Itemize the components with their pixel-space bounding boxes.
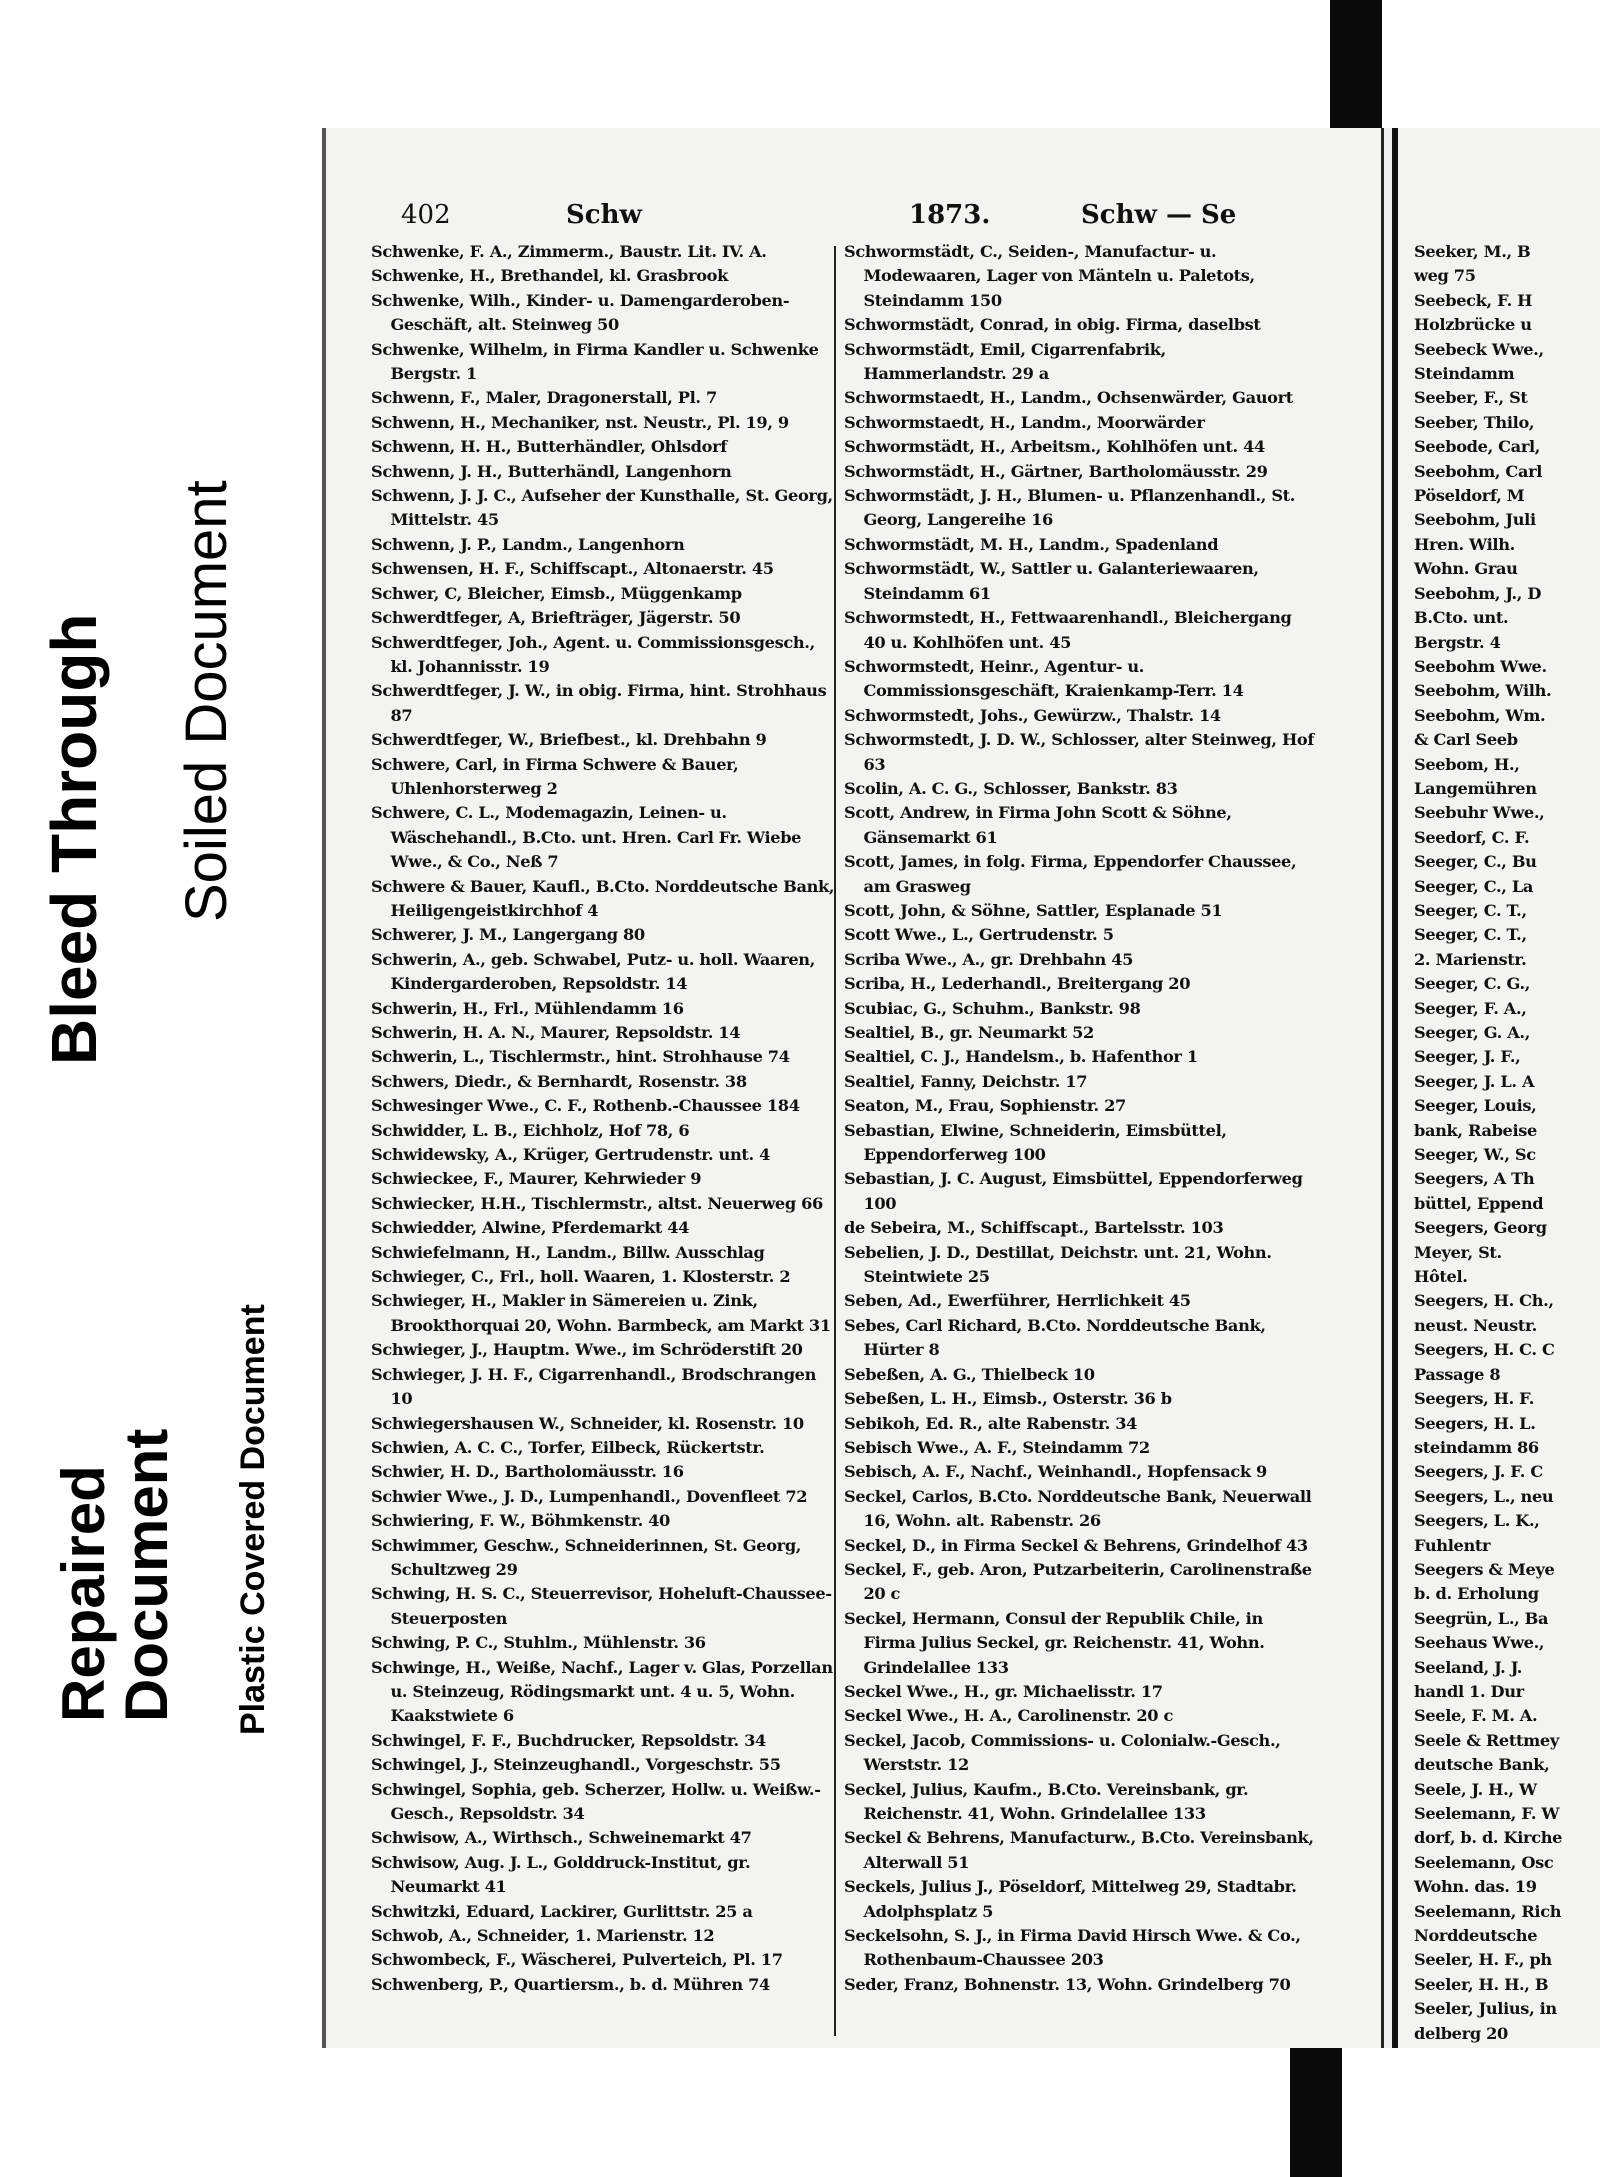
directory-entry: Schwenn, H. H., Butterhändler, Ohlsdorf — [371, 437, 727, 457]
directory-entry: Schwerdtfeger, A, Briefträger, Jägerstr. 50 — [371, 608, 741, 628]
directory-entry: Seeger, C. T., — [1414, 925, 1527, 945]
directory-entry: Seegers, L. K., — [1414, 1511, 1540, 1531]
directory-entry: Hôtel. — [1414, 1267, 1468, 1287]
directory-entry: Sebeßen, A. G., Thielbeck 10 — [844, 1364, 1095, 1384]
directory-entry: Sebeßen, L. H., Eimsb., Osterstr. 36 b — [844, 1389, 1172, 1409]
directory-entry: Seben, Ad., Ewerführer, Herrlichkeit 45 — [844, 1291, 1191, 1311]
directory-entry: Seebeck Wwe., — [1414, 339, 1544, 359]
directory-entry: Schwinge, H., Weiße, Nachf., Lager v. Glas, Porzellan u. Steinzeug, Rödingsmarkt unt. 4 u. 5, Wohn. Kaakstwiete 6 — [371, 1657, 833, 1726]
directory-entry: Schwormstädt, W., Sattler u. Galanteriewaaren, Steindamm 61 — [844, 559, 1259, 603]
directory-entry: Seaton, M., Frau, Sophienstr. 27 — [844, 1096, 1126, 1116]
directory-entry: Schwieger, J., Hauptm. Wwe., im Schröderstift 20 — [371, 1340, 803, 1360]
directory-entry: Seebuhr Wwe., — [1414, 803, 1545, 823]
directory-entry: Seele, J. H., W — [1414, 1779, 1537, 1799]
directory-entry: Seegers, H. Ch., — [1414, 1291, 1554, 1311]
directory-entry: Langemühren — [1414, 778, 1537, 798]
directory-entry: Schwisow, A., Wirthsch., Schweinemarkt 47 — [371, 1828, 752, 1848]
directory-entry: Scolin, A. C. G., Schlosser, Bankstr. 83 — [844, 778, 1178, 798]
directory-entry: Seebohm, Juli — [1414, 510, 1536, 530]
directory-entry: Schwers, Diedr., & Bernhardt, Rosenstr. 38 — [371, 1071, 747, 1091]
directory-entry: Schwormstädt, H., Arbeitsm., Kohlhöfen unt. 44 — [844, 437, 1265, 457]
directory-entry: Schwere, C. L., Modemagazin, Leinen- u. Wäschehandl., B.Cto. unt. Hren. Carl Fr. Wiebe Wwe., & Co., Neß 7 — [371, 803, 802, 872]
directory-entry: Schwenke, Wilhelm, in Firma Kandler u. Schwenke Bergstr. 1 — [371, 339, 819, 384]
directory-entry: Schwob, A., Schneider, 1. Marienstr. 12 — [371, 1926, 715, 1946]
middle-column — [844, 240, 1314, 1997]
directory-entry: Seeger, C., La — [1414, 876, 1534, 896]
directory-entry: Schwerin, H. A. N., Maurer, Repsoldstr. 14 — [371, 1023, 741, 1042]
directory-entry: Scriba Wwe., A., gr. Drehbahn 45 — [844, 949, 1134, 969]
directory-entry: Seckel Wwe., H. A., Carolinenstr. 20 c — [844, 1706, 1173, 1726]
directory-entry: b. d. Erholung — [1414, 1584, 1539, 1604]
directory-entry: Schwormstaedt, H., Landm., Ochsenwärder, Gauort — [844, 388, 1293, 408]
directory-entry: neust. Neustr. — [1414, 1315, 1537, 1335]
directory-entry: Seeger, J. L. A — [1414, 1071, 1535, 1091]
header-right-key: Schw — Se — [1081, 200, 1237, 230]
directory-entry: Schwormstedt, J. D. W., Schlosser, alter Steinweg, Hof 63 — [844, 730, 1314, 774]
directory-entry: delberg 20 — [1414, 2023, 1508, 2043]
directory-entry: Seckel Wwe., H., gr. Michaelisstr. 17 — [844, 1681, 1163, 1701]
header-left-key: Schw — [566, 200, 642, 230]
directory-entry: Sebastian, Elwine, Schneiderin, Eimsbüttel, Eppendorferweg 100 — [844, 1120, 1227, 1165]
directory-entry: Schwenberg, P., Quartiersm., b. d. Mühren 74 — [371, 1974, 770, 1994]
directory-entry: Seeger, C., Bu — [1414, 852, 1537, 872]
directory-entry: Sebikoh, Ed. R., alte Rabenstr. 34 — [844, 1413, 1138, 1433]
directory-entry: Schwieckee, F., Maurer, Kehrwieder 9 — [371, 1169, 702, 1189]
directory-entry: Seeger, F. A., — [1414, 998, 1527, 1018]
directory-entry: Seckel, Jacob, Commissions- u. Colonialw.-Gesch., Werststr. 12 — [844, 1730, 1281, 1775]
directory-entry: Schwing, P. C., Stuhlm., Mühlenstr. 36 — [371, 1633, 706, 1653]
directory-entry: B.Cto. unt. — [1414, 608, 1509, 628]
directory-entry: Schwormstädt, M. H., Landm., Spadenland — [844, 534, 1219, 554]
directory-entry: Schwormstädt, J. H., Blumen- u. Pflanzenhandl., St. Georg, Langereihe 16 — [844, 486, 1296, 530]
directory-entry: Seelemann, Rich — [1414, 1901, 1562, 1921]
directory-entry: Scriba, H., Lederhandl., Breitergang 20 — [844, 974, 1191, 994]
directory-entry: Seebode, Carl, — [1414, 437, 1541, 457]
directory-entry: Schwere, Carl, in Firma Schwere & Bauer, Uhlenhorsterweg 2 — [371, 754, 739, 798]
directory-entry: weg 75 — [1414, 266, 1476, 286]
directory-entry: Seelemann, Osc — [1414, 1852, 1554, 1872]
directory-entry: Sealtiel, Fanny, Deichstr. 17 — [844, 1071, 1088, 1091]
directory-entry: Sealtiel, B., gr. Neumarkt 52 — [844, 1023, 1094, 1042]
directory-entry: Seeler, H. H., B — [1414, 1974, 1549, 1994]
directory-entry: Sealtiel, C. J., Handelsm., b. Hafenthor 1 — [844, 1047, 1198, 1067]
left-column — [371, 240, 841, 1997]
directory-entry: Scott Wwe., L., Gertrudenstr. 5 — [844, 925, 1114, 945]
directory-entry: handl 1. Dur — [1414, 1681, 1524, 1701]
directory-entry: Seeger, G. A., — [1414, 1023, 1530, 1042]
label-plastic-covered-document: Plastic Covered Document — [234, 1304, 272, 1735]
directory-entry: Schwingel, F. F., Buchdrucker, Repsoldstr. 34 — [371, 1730, 766, 1750]
directory-entry: Seehaus Wwe., — [1414, 1633, 1545, 1653]
directory-entry: Schwimmer, Geschw., Schneiderinnen, St. Georg, Schultzweg 29 — [371, 1535, 802, 1579]
directory-entry: Schwenn, J. H., Butterhändl, Langenhorn — [371, 461, 732, 481]
directory-entry: Seebeck, F. H — [1414, 290, 1533, 310]
directory-entry: Seegers, H. F. — [1414, 1389, 1534, 1409]
directory-entry: Schwormstädt, C., Seiden-, Manufactur- u. Modewaaren, Lager von Mänteln u. Paletots, Steindamm 150 — [844, 242, 1255, 310]
directory-entry: Seeber, Thilo, — [1414, 412, 1535, 432]
directory-entry: Schwidder, L. B., Eichholz, Hof 78, 6 — [371, 1120, 690, 1140]
directory-entry: Schwiedder, Alwine, Pferdemarkt 44 — [371, 1218, 690, 1238]
directory-entry: Wohn. Grau — [1414, 559, 1518, 579]
directory-entry: Seedorf, C. F. — [1414, 827, 1530, 847]
directory-entry: Schwerin, A., geb. Schwabel, Putz- u. holl. Waaren, Kindergarderoben, Repsoldstr. 14 — [371, 949, 815, 994]
directory-entry: Sebastian, J. C. August, Eimsbüttel, Eppendorferweg 100 — [844, 1169, 1303, 1213]
directory-entry: Seelemann, F. W — [1414, 1804, 1560, 1823]
directory-entry: Meyer, St. — [1414, 1242, 1502, 1262]
directory-entry: Schwormstaedt, H., Landm., Moorwärder — [844, 412, 1205, 432]
directory-entry: 2. Marienstr. — [1414, 949, 1527, 969]
directory-entry: Seebohm Wwe. — [1414, 656, 1547, 676]
directory-entry: Passage 8 — [1414, 1364, 1501, 1384]
right-column — [1414, 240, 1600, 2046]
directory-entry: Seckels, Julius J., Pöseldorf, Mittelweg 29, Stadtabr. Adolphsplatz 5 — [844, 1877, 1297, 1921]
directory-entry: Seckel, D., in Firma Seckel & Behrens, Grindelhof 43 — [844, 1535, 1308, 1555]
directory-entry: Schwiefelmann, H., Landm., Billw. Ausschlag — [371, 1242, 765, 1262]
scanned-page-spread — [322, 128, 1600, 2048]
directory-entry: bank, Rabeise — [1414, 1120, 1538, 1140]
directory-entry: Steindamm — [1414, 364, 1515, 384]
directory-entry: Schwenn, J. P., Landm., Langenhorn — [371, 534, 685, 554]
directory-entry: Seebohm, Wm. — [1414, 705, 1546, 725]
directory-entry: Seckelsohn, S. J., in Firma David Hirsch Wwe. & Co., Rothenbaum-Chaussee 203 — [844, 1926, 1301, 1970]
directory-entry: Schwormstädt, Conrad, in obig. Firma, daselbst — [844, 315, 1261, 335]
directory-entry: Seeger, W., Sc — [1414, 1145, 1536, 1165]
directory-entry: Seele, F. M. A. — [1414, 1706, 1538, 1726]
directory-entry: Hren. Wilh. — [1414, 534, 1515, 554]
document-condition-labels — [0, 0, 330, 2177]
directory-entry: Seckel, Hermann, Consul der Republik Chile, in Firma Julius Seckel, gr. Reichenstr. 41, Wohn. Grindelallee 133 — [844, 1608, 1265, 1677]
directory-entry: Bergstr. 4 — [1414, 632, 1501, 652]
directory-entry: Schwenke, H., Brethandel, kl. Grasbrook — [371, 266, 728, 286]
directory-entry: Seegers, L., neu — [1414, 1486, 1554, 1506]
directory-entry: Seebohm, Wilh. — [1414, 681, 1552, 701]
directory-entry: Schwien, A. C. C., Torfer, Eilbeck, Rückertstr. — [371, 1437, 765, 1457]
directory-entry: Seeker, M., B — [1414, 242, 1531, 261]
directory-entry: dorf, b. d. Kirche — [1414, 1828, 1563, 1848]
binding-bar-bottom — [1290, 2048, 1342, 2177]
directory-entry: Seeland, J. J. — [1414, 1657, 1523, 1677]
directory-entry: Sebisch, A. F., Nachf., Weinhandl., Hopfensack 9 — [844, 1462, 1267, 1482]
directory-entry: Schwere & Bauer, Kaufl., B.Cto. Norddeutsche Bank, Heiligengeistkirchhof 4 — [371, 876, 835, 920]
directory-entry: Schwisow, Aug. J. L., Golddruck-Institut, gr. Neumarkt 41 — [371, 1852, 751, 1897]
directory-entry: Holzbrücke u — [1414, 315, 1532, 335]
directory-entry: Schwenn, J. J. C., Aufseher der Kunsthalle, St. Georg, Mittelstr. 45 — [371, 486, 833, 530]
directory-entry: Sebelien, J. D., Destillat, Deichstr. unt. 21, Wohn. Steintwiete 25 — [844, 1242, 1272, 1287]
directory-entry: Fuhlentr — [1414, 1535, 1491, 1555]
directory-entry: Schwier, H. D., Bartholomäusstr. 16 — [371, 1462, 684, 1482]
directory-entry: Seegers, J. F. C — [1414, 1462, 1543, 1482]
directory-entry: Schwidewsky, A., Krüger, Gertrudenstr. unt. 4 — [371, 1145, 770, 1165]
directory-entry: Sebes, Carl Richard, B.Cto. Norddeutsche Bank, Hürter 8 — [844, 1315, 1266, 1360]
directory-entry: Schwenke, F. A., Zimmerm., Baustr. Lit. IV. A. — [371, 242, 767, 261]
directory-entry: Schwingel, J., Steinzeughandl., Vorgeschstr. 55 — [371, 1755, 781, 1775]
directory-entry: Schwieger, H., Makler in Sämereien u. Zink, Brookthorquai 20, Wohn. Barmbeck, am Markt 31 — [371, 1291, 831, 1335]
directory-entry: Schwerdtfeger, Joh., Agent. u. Commissionsgesch., kl. Johannisstr. 19 — [371, 632, 815, 676]
directory-entry: Schwingel, Sophia, geb. Scherzer, Hollw. u. Weißw.-Gesch., Repsoldstr. 34 — [371, 1779, 821, 1823]
directory-entry: Schwiecker, H.H., Tischlermstr., altst. Neuerweg 66 — [371, 1193, 823, 1213]
directory-entry: Seebom, H., — [1414, 754, 1520, 774]
directory-entry: Schwenn, F., Maler, Dragonerstall, Pl. 7 — [371, 388, 717, 408]
directory-entry: Wohn. das. 19 — [1414, 1877, 1537, 1897]
page-number: 402 — [401, 200, 451, 230]
directory-entry: Scott, James, in folg. Firma, Eppendorfer Chaussee, am Grasweg — [844, 852, 1297, 896]
directory-entry: Seebohm, Carl — [1414, 461, 1543, 481]
directory-entry: Scott, Andrew, in Firma John Scott & Söhne, Gänsemarkt 61 — [844, 803, 1232, 847]
directory-entry: büttel, Eppend — [1414, 1193, 1544, 1213]
directory-entry: Schwerer, J. M., Langergang 80 — [371, 925, 645, 945]
header-year: 1873. — [909, 200, 991, 230]
directory-entry: Seegers & Meye — [1414, 1559, 1555, 1579]
directory-page — [326, 128, 1384, 2048]
directory-entry: Schwing, H. S. C., Steuerrevisor, Hoheluft-Chaussee-Steuerposten — [371, 1584, 832, 1628]
directory-entry: Schwerin, L., Tischlermstr., hint. Strohhause 74 — [371, 1047, 790, 1067]
directory-entry: Schwormstedt, H., Fettwaarenhandl., Bleichergang 40 u. Kohlhöfen unt. 45 — [844, 608, 1292, 652]
directory-entry: Seeler, H. F., ph — [1414, 1950, 1552, 1970]
label-repaired-document: Repaired Document — [50, 1428, 180, 1722]
directory-entry: Pöseldorf, M — [1414, 486, 1525, 506]
directory-entry: Seckel & Behrens, Manufacturw., B.Cto. Vereinsbank, Alterwall 51 — [844, 1828, 1314, 1872]
directory-entry: Schwieger, C., Frl., holl. Waaren, 1. Klosterstr. 2 — [371, 1267, 791, 1287]
directory-entry: Schwiering, F. W., Böhmkenstr. 40 — [371, 1511, 670, 1531]
directory-entry: Seckel, Carlos, B.Cto. Norddeutsche Bank, Neuerwall 16, Wohn. alt. Rabenstr. 26 — [844, 1486, 1312, 1531]
directory-entry: Seeger, C. G., — [1414, 974, 1531, 994]
directory-entry: Seeler, Julius, in — [1414, 1999, 1557, 2019]
label-bleed-through: Bleed Through — [38, 613, 110, 1065]
directory-entry: Seeger, Louis, — [1414, 1096, 1537, 1116]
directory-entry: Schwer, C, Bleicher, Eimsb., Müggenkamp — [371, 583, 742, 603]
column-divider — [834, 246, 836, 2036]
running-header — [401, 200, 1351, 240]
directory-entry: Sebisch Wwe., A. F., Steindamm 72 — [844, 1437, 1150, 1457]
directory-entry: Seele & Rettmey — [1414, 1730, 1559, 1750]
directory-entry: Schwormstedt, Johs., Gewürzw., Thalstr. 14 — [844, 705, 1221, 725]
directory-entry: Schwier Wwe., J. D., Lumpenhandl., Dovenfleet 72 — [371, 1486, 808, 1506]
directory-entry: steindamm 86 — [1414, 1437, 1539, 1457]
directory-entry: Schwormstedt, Heinr., Agentur- u. Commissionsgeschäft, Kraienkamp-Terr. 14 — [844, 656, 1244, 701]
directory-entry: Schwenn, H., Mechaniker, nst. Neustr., Pl. 19, 9 — [371, 412, 789, 432]
directory-entry: Seeger, C. T., — [1414, 900, 1527, 920]
directory-entry: Seebohm, J., D — [1414, 583, 1542, 603]
directory-entry: Schwormstädt, Emil, Cigarrenfabrik, Hammerlandstr. 29 a — [844, 339, 1166, 384]
directory-entry: deutsche Bank, — [1414, 1755, 1550, 1775]
directory-entry: Schwombeck, F., Wäscherei, Pulverteich, Pl. 17 — [371, 1950, 783, 1970]
directory-entry: Seckel, F., geb. Aron, Putzarbeiterin, Carolinenstraße 20 c — [844, 1559, 1312, 1604]
directory-entry: Schwenke, Wilh., Kinder- u. Damengarderoben-Geschäft, alt. Steinweg 50 — [371, 290, 790, 335]
directory-entry: Schwerdtfeger, W., Briefbest., kl. Drehbahn 9 — [371, 730, 767, 750]
directory-entry: Schwerdtfeger, J. W., in obig. Firma, hint. Strohhaus 87 — [371, 681, 827, 725]
directory-entry: Seeber, F., St — [1414, 388, 1528, 408]
directory-entry: Seckel, Julius, Kaufm., B.Cto. Vereinsbank, gr. Reichenstr. 41, Wohn. Grindelallee 133 — [844, 1779, 1249, 1823]
directory-entry: Schwesinger Wwe., C. F., Rothenb.-Chaussee 184 — [371, 1096, 800, 1116]
directory-entry: Seegrün, L., Ba — [1414, 1608, 1549, 1628]
directory-entry: Scott, John, & Söhne, Sattler, Esplanade 51 — [844, 900, 1223, 920]
directory-entry: Schwieger, J. H. F., Cigarrenhandl., Brodschrangen 10 — [371, 1364, 817, 1409]
next-page-edge — [1392, 128, 1600, 2048]
directory-entry: Norddeutsche — [1414, 1926, 1538, 1946]
directory-entry: Seegers, Georg — [1414, 1218, 1547, 1238]
directory-entry: Schwormstädt, H., Gärtner, Bartholomäusstr. 29 — [844, 461, 1268, 481]
directory-entry: Schwitzki, Eduard, Lackirer, Gurlittstr. 25 a — [371, 1901, 753, 1921]
directory-entry: Seegers, A Th — [1414, 1169, 1535, 1189]
directory-entry: Seeger, J. F., — [1414, 1047, 1521, 1067]
directory-entry: Seegers, H. L. — [1414, 1413, 1536, 1433]
directory-entry: & Carl Seeb — [1414, 730, 1518, 750]
directory-entry: Schwensen, H. F., Schiffscapt., Altonaerstr. 45 — [371, 559, 774, 579]
directory-entry: Schwiegershausen W., Schneider, kl. Rosenstr. 10 — [371, 1413, 804, 1433]
directory-entry: de Sebeira, M., Schiffscapt., Bartelsstr. 103 — [844, 1218, 1224, 1238]
label-soiled-document: Soiled Document — [174, 480, 239, 922]
directory-entry: Scubiac, G., Schuhm., Bankstr. 98 — [844, 998, 1141, 1018]
directory-entry: Seegers, H. C. C — [1414, 1340, 1555, 1360]
directory-entry: Seder, Franz, Bohnenstr. 13, Wohn. Grindelberg 70 — [844, 1974, 1291, 1994]
directory-entry: Schwerin, H., Frl., Mühlendamm 16 — [371, 998, 684, 1018]
